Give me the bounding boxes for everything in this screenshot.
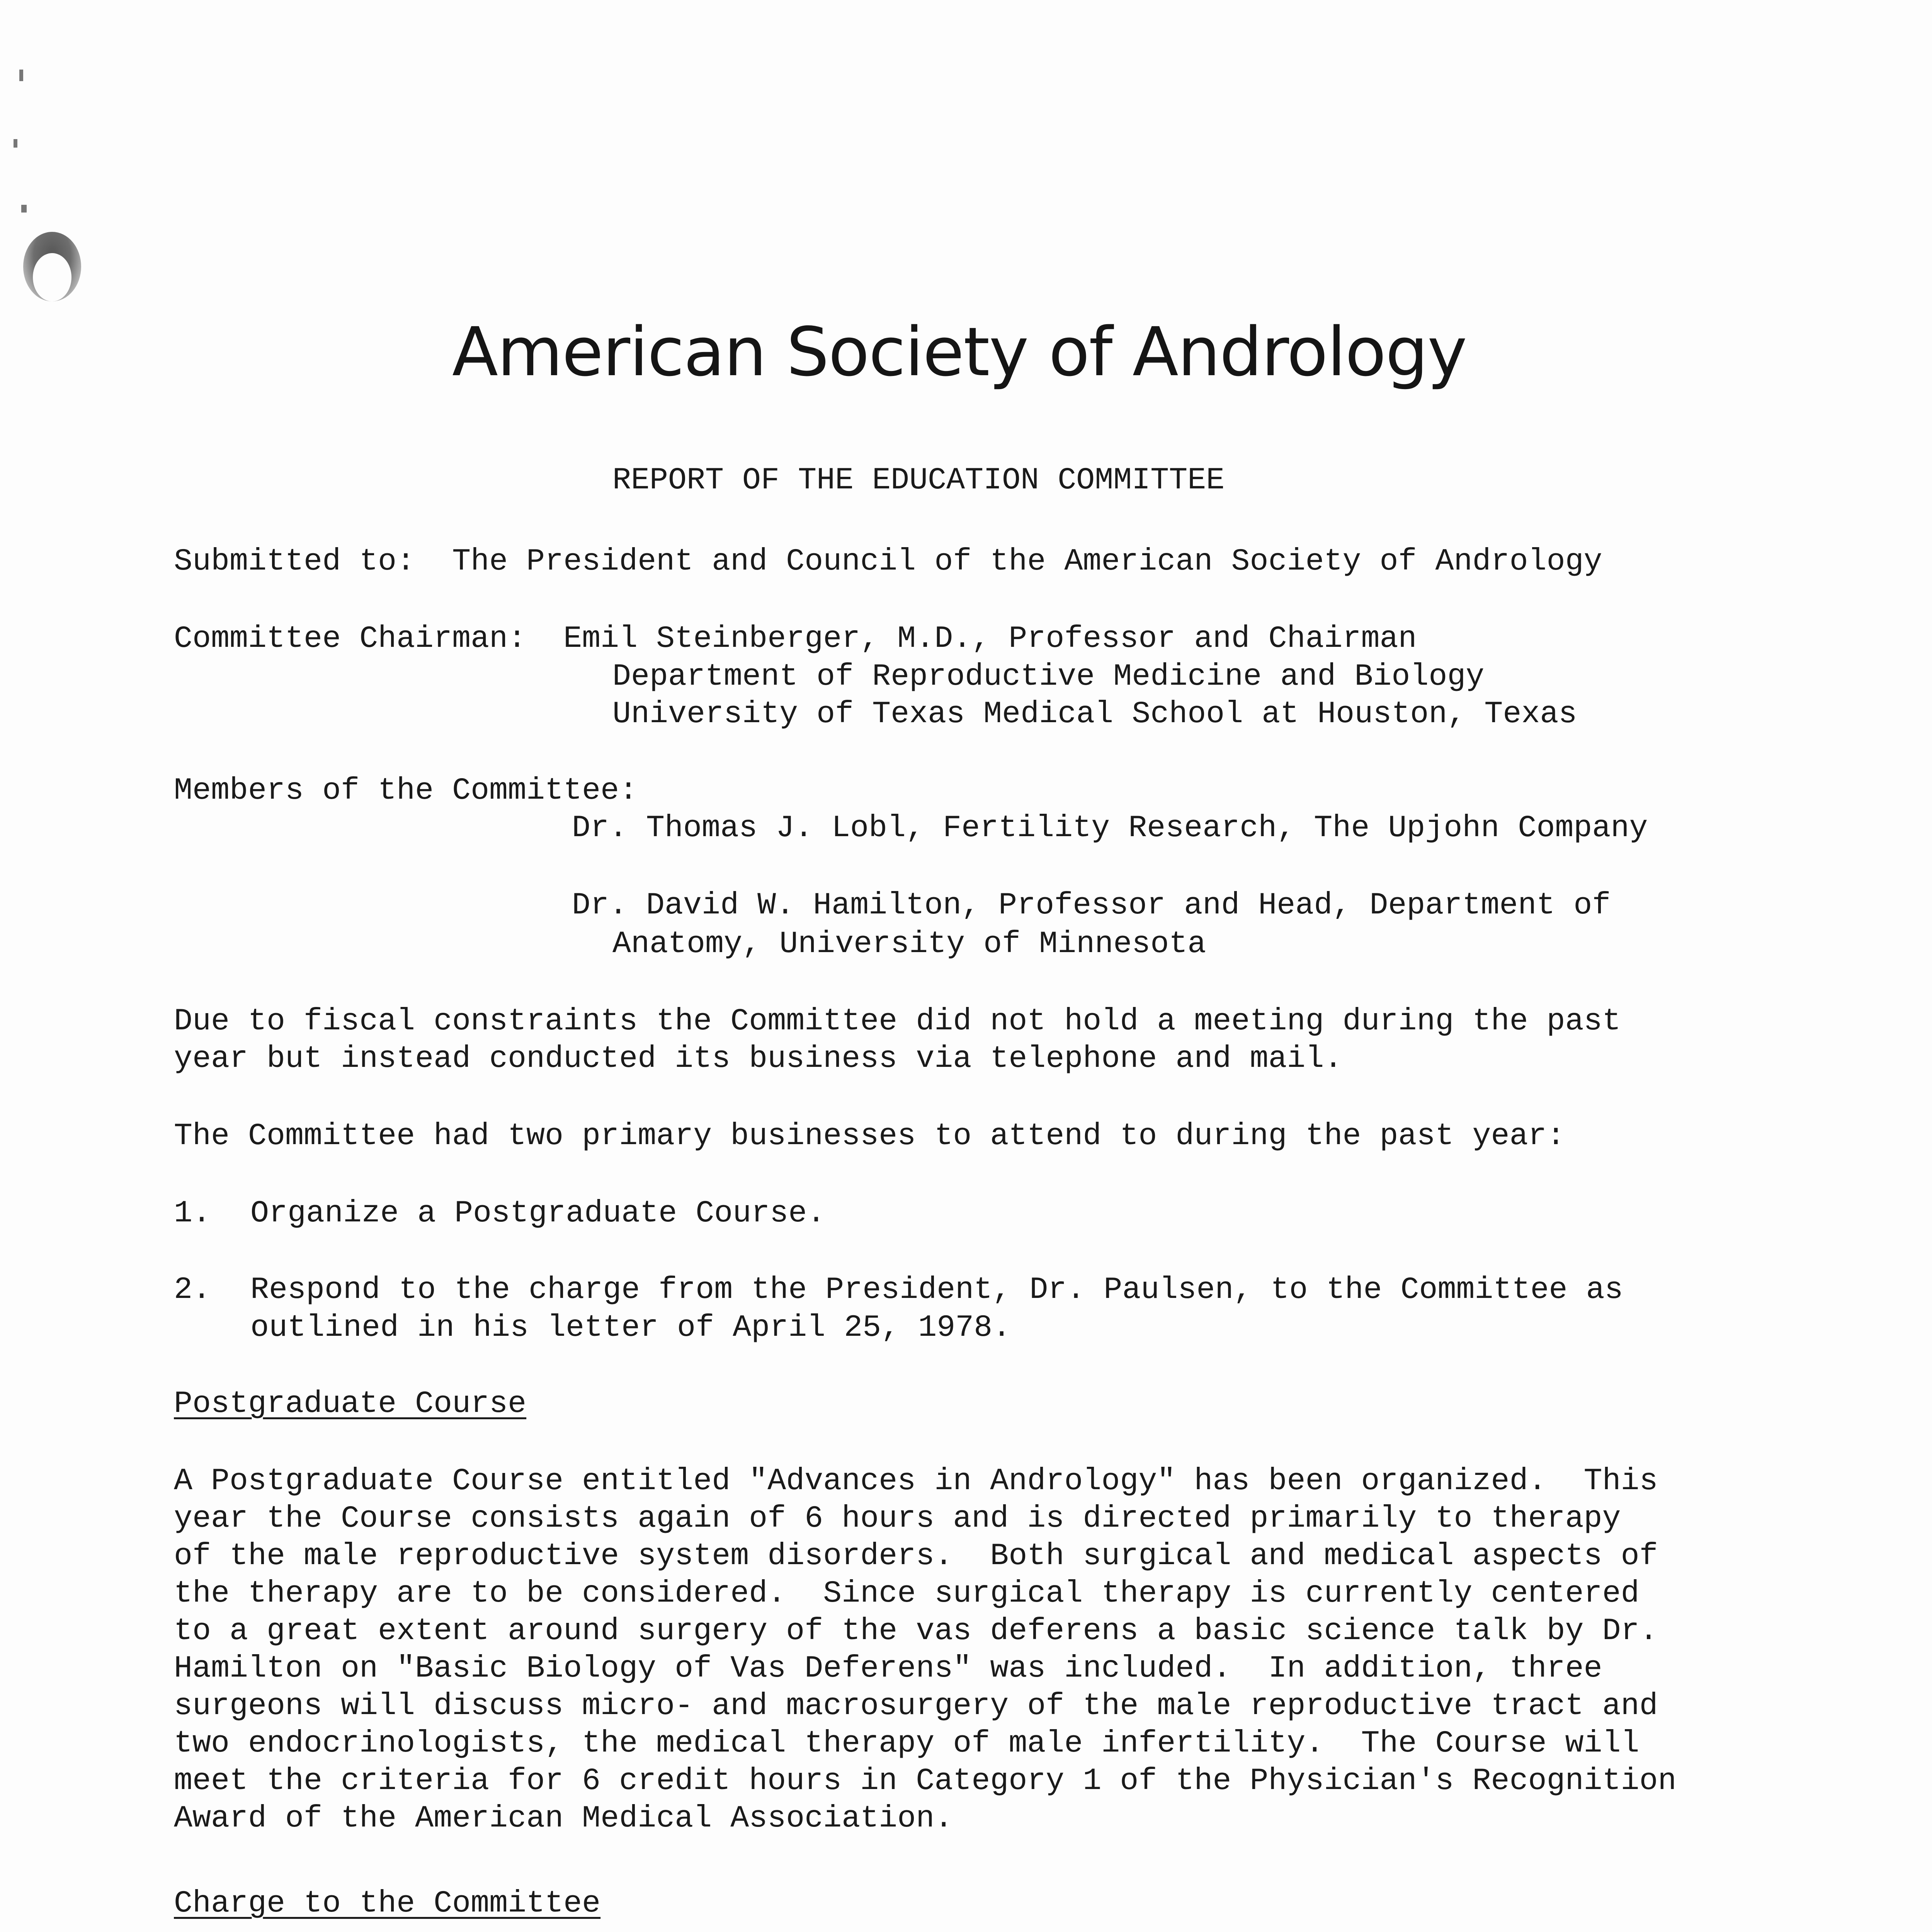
paragraph-line: to a great extent around surgery of the vas deferens a basic science talk by Dr. <box>174 1614 1658 1649</box>
business-2-number: 2. <box>174 1272 211 1308</box>
member-hamilton-line-1: Dr. David W. Hamilton, Professor and Head, Department of <box>572 888 1611 923</box>
charge-heading: Charge to the Committee <box>174 1886 601 1921</box>
paragraph-line: year the Course consists again of 6 hours and is directed primarily to therapy <box>174 1501 1621 1536</box>
paragraph-line: Hamilton on "Basic Biology of Vas Deferens" was included. In addition, three <box>174 1651 1602 1686</box>
postgraduate-paragraph <box>174 1463 1677 1837</box>
paragraph-line: A Postgraduate Course entitled "Advances in Andrology" has been organized. This <box>174 1464 1658 1499</box>
paragraph-line: the therapy are to be considered. Since surgical therapy is currently centered <box>174 1576 1639 1611</box>
paragraph-line: of the male reproductive system disorders. Both surgical and medical aspects of <box>174 1539 1658 1574</box>
scan-speck <box>21 205 27 213</box>
postgraduate-course-heading: Postgraduate Course <box>174 1386 527 1422</box>
paragraph-line: two endocrinologists, the medical therapy of male infertility. The Course will <box>174 1726 1639 1761</box>
scan-speck <box>19 70 23 81</box>
business-2-line-1: Respond to the charge from the President, Dr. Paulsen, to the Committee as <box>250 1272 1623 1308</box>
businesses-intro: The Committee had two primary businesses to attend to during the past year: <box>174 1119 1565 1154</box>
fiscal-paragraph-line-2: year but instead conducted its business via telephone and mail. <box>174 1041 1343 1077</box>
paragraph-line: meet the criteria for 6 credit hours in Category 1 of the Physician's Recognition <box>174 1764 1677 1799</box>
member-lobl: Dr. Thomas J. Lobl, Fertility Research, The Upjohn Company <box>572 811 1648 846</box>
fiscal-paragraph-line-1: Due to fiscal constraints the Committee did not hold a meeting during the past <box>174 1004 1621 1039</box>
chairman-line-3: University of Texas Medical School at Houston, Texas <box>612 697 1577 732</box>
chairman-line-2: Department of Reproductive Medicine and Biology <box>612 659 1485 694</box>
report-title: REPORT OF THE EDUCATION COMMITTEE <box>612 463 1225 498</box>
paragraph-line: surgeons will discuss micro- and macrosurgery of the male reproductive tract and <box>174 1689 1658 1724</box>
chairman-line-1: Committee Chairman: Emil Steinberger, M.D., Professor and Chairman <box>174 621 1417 656</box>
member-hamilton-line-2: Anatomy, University of Minnesota <box>612 927 1206 962</box>
members-heading: Members of the Committee: <box>174 773 638 808</box>
paragraph-line: Award of the American Medical Association. <box>174 1801 953 1836</box>
business-1-text: Organize a Postgraduate Course. <box>250 1196 826 1231</box>
punch-hole-top <box>23 232 81 301</box>
letterhead-title: American Society of Andrology <box>452 313 1466 391</box>
submitted-to: Submitted to: The President and Council of the American Society of Andrology <box>174 544 1602 579</box>
business-1-number: 1. <box>174 1196 211 1231</box>
business-2-line-2: outlined in his letter of April 25, 1978. <box>250 1310 1011 1345</box>
scan-speck <box>14 139 17 148</box>
